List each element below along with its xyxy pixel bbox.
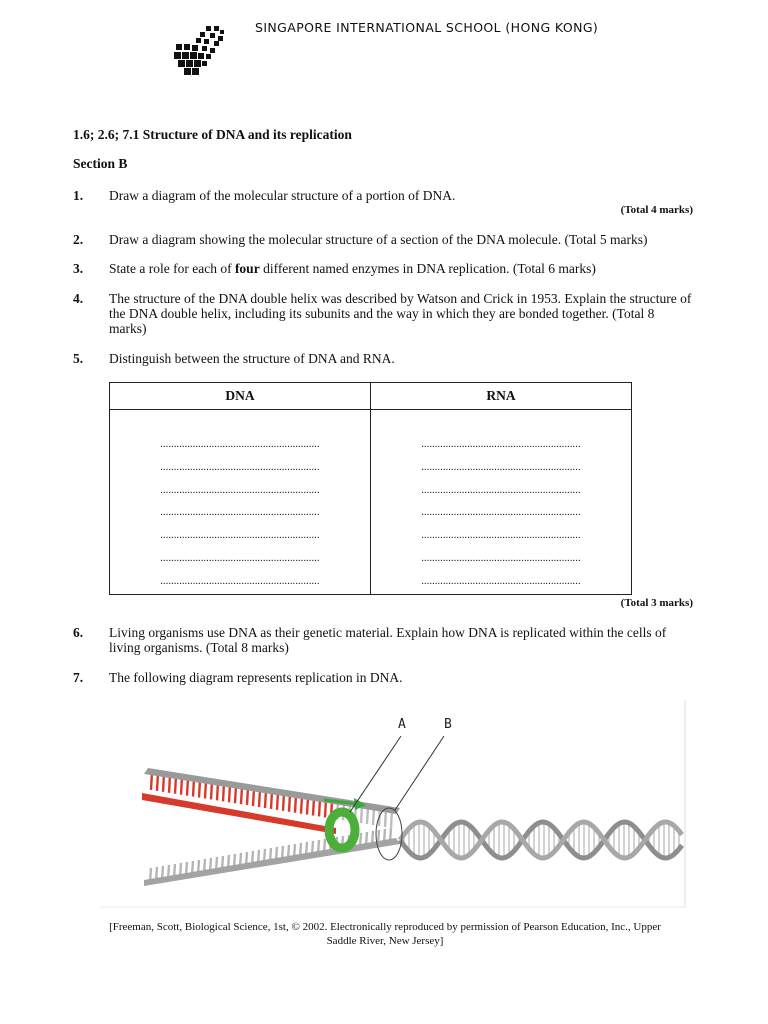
pointer-line-a (350, 736, 401, 812)
question-text: Distinguish between the structure of DNA and RNA. (109, 351, 395, 366)
answer-line: ........................................................... (421, 575, 581, 587)
answer-line: ........................................................... (421, 484, 581, 496)
answer-line: ........................................................... (421, 530, 581, 542)
question-7 (73, 670, 693, 685)
question-6 (73, 625, 693, 655)
parent-double-helix (400, 822, 682, 858)
answer-line: ........................................................... (421, 461, 581, 473)
label-a: A (398, 717, 406, 732)
dna-replication-diagram (100, 700, 686, 908)
answer-line: ........................................................... (421, 507, 581, 519)
question-text: The structure of the DNA double helix was described by Watson and Crick in 1953. Explain the structure of the DNA double helix, including its subunits and the way in which they are bonded together. (Total 8 marks) (109, 291, 692, 336)
answer-line: ........................................................... (160, 439, 320, 450)
citation: [Freeman, Scott, Biological Science, 1st, © 2002. Electronically reproduced by permission of Pearson Education, Inc., Upper Saddle River, New Jersey] (109, 921, 661, 947)
question-text-pre: State a role for each of (109, 261, 235, 276)
question-1-marks: (Total 4 marks) (620, 204, 693, 216)
question-text: Living organisms use DNA as their genetic material. Explain how DNA is replicated within the cells of living organisms. (Total 8 marks) (109, 625, 667, 655)
dna-rna-comparison-table (109, 382, 632, 595)
bottom-strand-backbone (144, 838, 400, 886)
pointer-line-b (395, 736, 444, 810)
question-2 (73, 232, 693, 247)
answer-line: ........................................................... (160, 461, 320, 473)
answer-line: ........................................................... (160, 575, 320, 587)
question-3 (73, 261, 693, 276)
answer-line: ........................................................... (160, 507, 320, 519)
school-name: SINGAPORE INTERNATIONAL SCHOOL (HONG KONG) (255, 20, 599, 35)
question-number: 7. (73, 670, 84, 685)
question-1 (73, 188, 693, 203)
table-header-dna: DNA (110, 383, 371, 410)
answer-line: ........................................................... (421, 439, 581, 450)
answer-line: ........................................................... (421, 552, 581, 564)
question-text-post: different named enzymes in DNA replication. (Total 6 marks) (259, 261, 596, 276)
question-number: 3. (73, 261, 84, 276)
question-number: 1. (73, 188, 84, 203)
question-number: 6. (73, 625, 84, 640)
answer-line: ........................................................... (160, 484, 320, 496)
question-text (109, 261, 693, 276)
question-number: 2. (73, 232, 84, 247)
label-b: B (444, 717, 452, 732)
table-header-rna: RNA (371, 383, 632, 410)
question-text: Draw a diagram of the molecular structure of a portion of DNA. (109, 188, 456, 203)
question-text: Draw a diagram showing the molecular structure of a section of the DNA molecule. (Total 5 marks) (109, 232, 648, 247)
question-text: The following diagram represents replication in DNA. (109, 670, 403, 685)
answer-line: ........................................................... (160, 552, 320, 564)
question-text-emphasis: four (234, 261, 260, 276)
dna-answer-cell[interactable] (110, 410, 371, 595)
rna-answer-cell[interactable] (371, 410, 632, 595)
question-4 (73, 291, 693, 336)
section-heading: Section B (73, 156, 128, 171)
page-title: 1.6; 2.6; 7.1 Structure of DNA and its replication (73, 127, 352, 142)
school-logo-icon (170, 24, 234, 78)
question-number: 4. (73, 291, 84, 306)
question-5-marks: (Total 3 marks) (620, 597, 693, 609)
question-5 (73, 351, 693, 366)
question-number: 5. (73, 351, 84, 366)
answer-line: ........................................................... (160, 530, 320, 542)
